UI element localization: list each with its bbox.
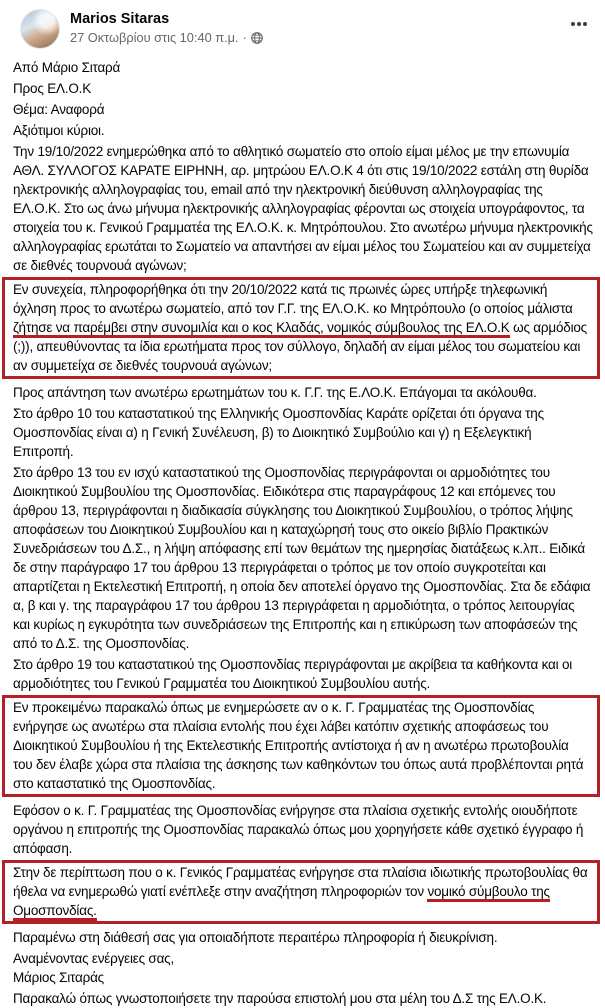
paragraph-reply-intro: Προς απάντηση των ανωτέρω ερωτημάτων του κ. Γ.Γ. της Ε.ΛΟ.Κ. Επάγομαι τα ακόλουθα. — [13, 385, 537, 400]
paragraph-notify-board: Παρακαλώ όπως γνωστοποιήσετε την παρούσα επιστολή μου στα μέλη του Δ.Σ της ΕΛ.Ο.Κ. — [13, 991, 547, 1006]
paragraph-article-10: Στο άρθρο 10 του καταστατικού της Ελληνικής Ομοσπονδίας Καράτε ορίζεται ότι όργανα της Ομοσπονδίας είναι α) η Γενική Συνέλευση, β) το Διοικητικό Συμβούλιο και γ) η Εξελεγκτική Επιτροπή. — [13, 406, 544, 459]
paragraph-phone-call — [13, 280, 590, 375]
red-annotation-box-3 — [2, 860, 600, 924]
post-header — [0, 0, 605, 56]
letter-subject-line: Θέμα: Αναφορά — [13, 102, 105, 117]
paragraph-article-13: Στο άρθρο 13 του εν ισχύ καταστατικού της Ομοσπονδίας περιγράφονται οι αρμοδιότητες του Διοικητικού Συμβουλίου της Ομοσπονδίας. Ειδικότερα στις παραγράφους 12 και επόμενες του άρθρου 13, περιγράφονται η διαδικασία σύγκλησης του Διοικητικού Συμβουλίου, ο τρόπος λήψης αποφάσεων του Διοικητικού Συμβουλίου και η καταχώρησή τους στο οικείο βιβλίο Πρακτικών Συνεδριάσεων του Δ.Σ., η λήψη απόφασης επί των θεμάτων της ημερησίας διατάξεως κ.λπ.. Ειδικά δε στην παράγραφο 17 του άρθρου 13 περιγράφεται ο τρόπος με τον οποίο συγκροτείται και απαρτίζεται η Εκτελεστική Επιτροπή, η οποία δεν αποτελεί όργανο της Ομοσπονδίας. Στα δε εδάφια α, β και γ. της παραγράφου 17 του άρθρου 13 περιγράφεται η αρμοδιότητα, ο τρόπος λειτουργίας και κυρίως η εγκυρότητα των συνεδριάσεων της Επιτροπής και η επικύρωση των αποφάσεών της από το Δ.Σ. της Ομοσπονδίας. — [13, 465, 591, 651]
paragraph-request-docs: Εφόσον ο κ. Γ. Γραμματέας της Ομοσπονδίας ενήργησε στα πλαίσια σχετικής εντολής οιουδήποτε οργάνου η επιτροπής της Ομοσπονδίας παρακαλώ όπως μου χορηγήσετε κάθε σχετικό έγγραφο ή απόφαση. — [13, 803, 584, 856]
box1-text-post: ως αρμόδιος (;)), απευθύνοντας τα ίδια ερωτήματα προς τον σύλλογο, δηλαδή αν είμαι μέλος του σωματείου και αν συμμετείχα σε διεθνές τουρνουά αγώνων; — [13, 320, 587, 373]
paragraph-intro: Την 19/10/2022 ενημερώθηκα από το αθλητικό σωματείο στο οποίο είμαι μέλος με την επωνυμία ΑΘΛ. ΣΥΛΛΟΓΟΣ ΚΑΡΑΤΕ ΕΙΡΗΝΗ, αρ. μητρώου ΕΛ.Ο.Κ 4 ότι στις 19/10/2022 εστάλη στη θυρίδα ηλεκτρονικής αλληλογραφίας του, email από την ηλεκτρονική διεύθυνση αλληλογραφίας της ΕΛ.Ο.Κ. Στο ως άνω μήνυμα ηλεκτρονικής αλληλογραφίας φέρονται ως στοιχεία υπογράφοντος, τα στοιχεία του κ. Γενικού Γραμματέα της ΕΛ.Ο.Κ. κ. Μητρόπουλου. Στο ανωτέρω μήνυμα ηλεκτρονικής αλληλογραφίας ερωτάται το Σωματείο να απαντήσει αν είμαι μέλος του Σωματείου και αν συμμετείχα σε διεθνές τουρνουά αγώνων; — [13, 144, 593, 273]
post-options-button[interactable] — [566, 13, 592, 35]
ellipsis-icon — [571, 22, 575, 26]
header-meta — [70, 9, 263, 47]
globe-privacy-icon — [251, 32, 263, 44]
closing-awaiting: Αναμένοντας ενέργειες σας, — [13, 951, 175, 966]
post-meta-row — [70, 29, 263, 47]
avatar[interactable] — [20, 9, 60, 49]
letter-to-line: Προς ΕΛ.Ο.Κ — [13, 81, 92, 96]
paragraph-article-19: Στο άρθρο 19 του καταστατικού της Ομοσπονδίας περιγράφονται με ακρίβεια τα καθήκοντα και οι αρμοδιότητες του Γενικού Γραμματέα του Διοικητικού Συμβουλίου αυτής. — [13, 657, 573, 691]
letter-from-line: Από Μάριο Σιταρά — [13, 60, 121, 75]
red-annotation-box-2 — [2, 695, 600, 797]
letter-signature — [13, 949, 593, 987]
box1-underlined-phrase: ζήτησε να παρέμβει στην συνομιλία και ο κος Κλαδάς, νομικός σύμβουλος της ΕΛ.Ο.Κ — [13, 320, 510, 338]
closing-name: Μάριος Σιταράς — [13, 970, 104, 985]
letter-salutation: Αξιότιμοι κύριοι. — [13, 123, 105, 138]
paragraph-private-initiative — [13, 863, 590, 920]
post-body — [0, 56, 605, 1008]
ellipsis-icon — [583, 22, 587, 26]
paragraph-inquiry: Εν προκειμένω παρακαλώ όπως με ενημερώσετε αν ο κ. Γ. Γραμματέας της Ομοσπονδίας ενήργησε ως ανωτέρω στα πλαίσια εντολής που έχει λάβει κατόπιν σχετικής αποφάσεως του Διοικητικού Συμβουλίου ή της Εκτελεστικής Επιτροπής αντίστοιχα ή αν η ανωτέρω πρωτοβουλία του δεν έλαβε χώρα στα πλαίσια της άσκησης των καθηκόντων του όπως αυτά προβλέπονται ρητά στο καταστατικό της Ομοσπονδίας. — [13, 700, 584, 791]
ellipsis-icon — [577, 22, 581, 26]
box3-text-pre: Στην δε περίπτωση που ο κ. Γενικός Γραμματέας ενήργησε στα πλαίσια ιδιωτικής πρωτοβουλίας θα ήθελα να ενημερωθώ γιατί ενέπλεξε στην αναζήτηση πληροφοριών τον — [13, 865, 588, 899]
box3-underlined-phrase: νομικό σύμβουλο της Ομοσπονδίας. — [13, 884, 550, 921]
author-name[interactable]: Marios Sitaras — [70, 11, 170, 27]
post-timestamp[interactable]: 27 Οκτωβρίου στις 10:40 π.μ. — [70, 30, 239, 45]
box1-text-pre: Εν συνεχεία, πληροφορήθηκα ότι την 20/10/2022 κατά τις πρωινές ώρες υπήρξε τηλεφωνική όχληση προς το ανωτέρω σωματείο, από τον Γ.Γ. της ΕΛ.Ο.Κ. κο Μητρόπουλο (ο οποίος μάλιστα — [13, 282, 573, 316]
red-annotation-box-1 — [2, 277, 600, 379]
paragraph-availability: Παραμένω στη διάθεσή σας για οποιαδήποτε περαιτέρω πληροφορία ή διευκρίνιση. — [13, 930, 498, 945]
meta-separator: · — [242, 30, 247, 45]
